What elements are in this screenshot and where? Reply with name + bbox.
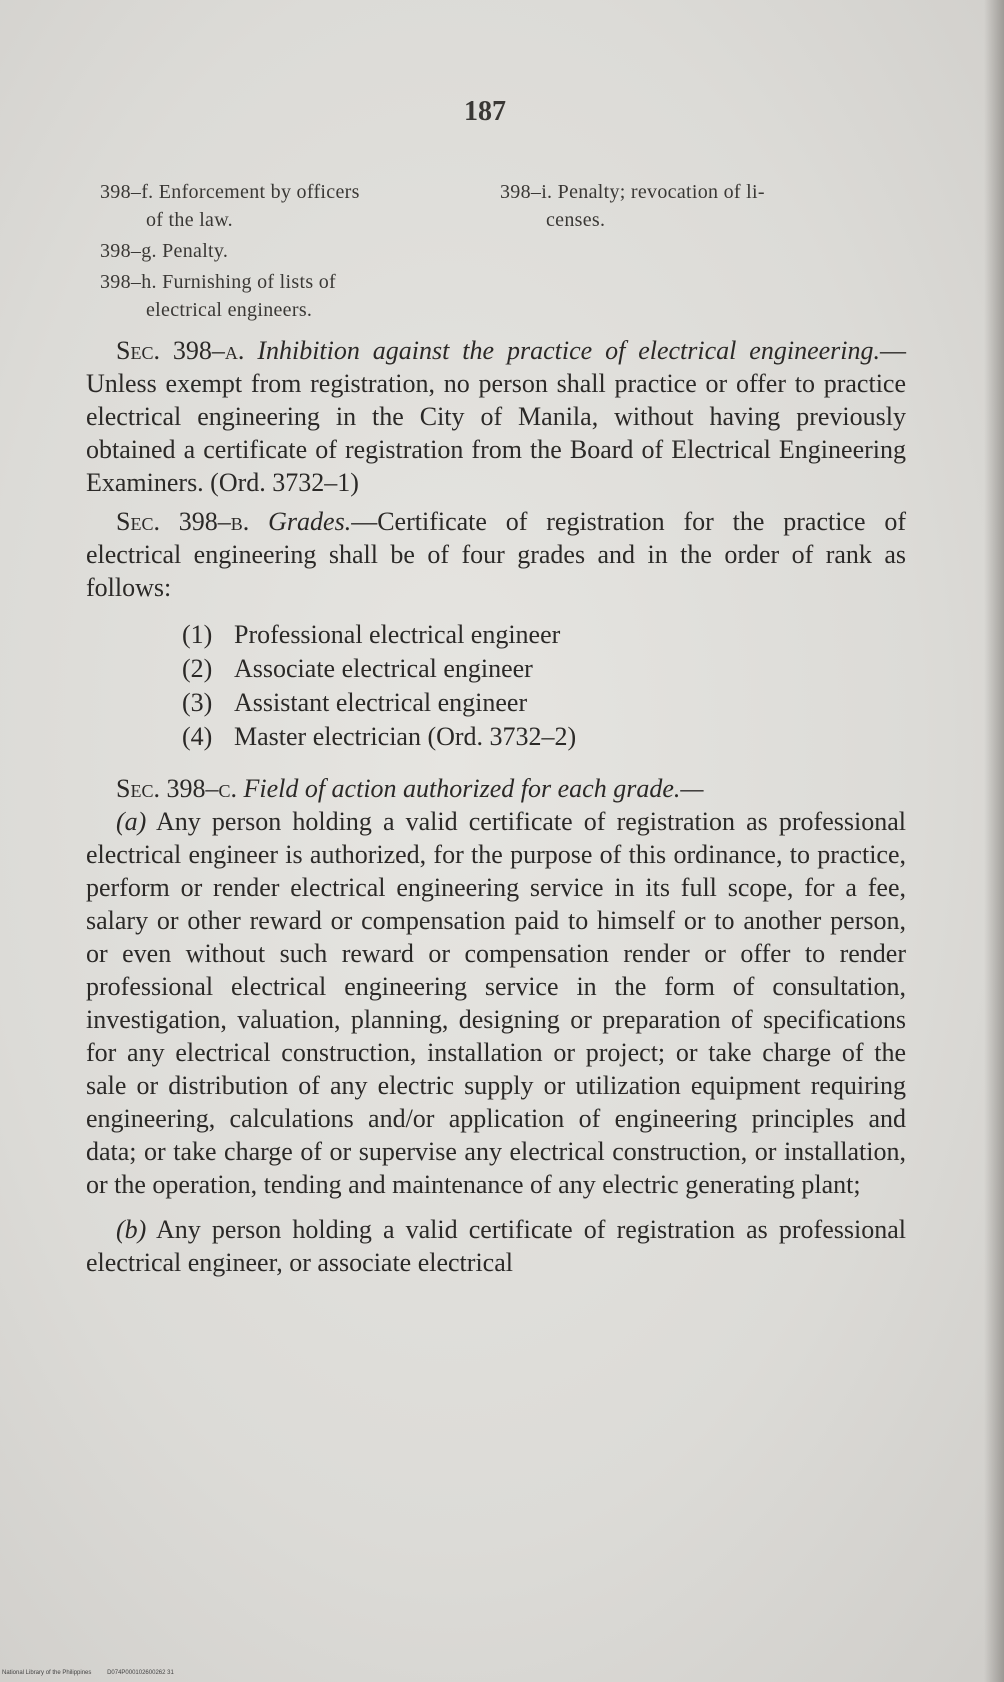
page-number: 187 xyxy=(464,96,506,127)
list-item xyxy=(182,652,906,686)
contents-text-continued: of the law. xyxy=(146,209,233,231)
section-text: —Unless exempt from registration, no person shall practice or offer to practice electrical engineering in the City of Manila, without having previously obtained a certificate of registration from the Board of Electrical Engineering Examiners. (Ord. 3732–1) xyxy=(86,336,906,497)
scan-footer xyxy=(2,1670,188,1676)
list-text: Master electrician (Ord. 3732–2) xyxy=(234,722,577,751)
contents-code: 398–h. xyxy=(100,271,157,293)
contents-column-right xyxy=(500,178,900,237)
contents-column-left xyxy=(100,178,470,327)
contents-entry xyxy=(100,237,470,265)
contents-entry xyxy=(100,268,470,324)
list-item xyxy=(182,686,906,720)
section-label: Sec. 398–c. xyxy=(116,774,237,803)
contents-text: Penalty; revocation of li- xyxy=(557,181,765,203)
section-heading: Grades. xyxy=(268,507,352,536)
contents-text: Furnishing of lists of xyxy=(162,271,336,293)
list-text: Associate electrical engineer xyxy=(234,654,533,683)
list-item xyxy=(182,720,906,754)
section-398b xyxy=(86,505,906,604)
section-398c-paragraph-a xyxy=(86,805,906,1201)
contents-text-continued: electrical engineers. xyxy=(146,299,313,321)
contents-text: Penalty. xyxy=(162,240,229,262)
scan-code: D074P000102600262 31 xyxy=(107,1670,174,1676)
list-text: Professional electrical engineer xyxy=(234,620,561,649)
section-heading: Inhibition against the practice of electrical engineering. xyxy=(257,336,880,365)
section-398a xyxy=(86,334,906,499)
list-number: (2) xyxy=(182,654,213,683)
section-text: —Certificate of registration for the practice of electrical engineering shall be of four grades and in the order of rank as follows: xyxy=(86,507,907,602)
list-number: (4) xyxy=(182,722,213,751)
contents-entry xyxy=(100,178,470,234)
paragraph-marker: (a) xyxy=(116,807,147,836)
contents-code: 398–i. xyxy=(500,181,553,203)
page-edge-shadow xyxy=(984,0,1004,1682)
contents-text-continued: censes. xyxy=(546,209,606,231)
grades-list xyxy=(86,618,906,754)
list-number: (3) xyxy=(182,688,213,717)
paragraph-text: Any person holding a valid certificate of registration as professional electrical engineer, or associate electrical xyxy=(86,1215,906,1277)
contents-entry xyxy=(500,178,900,234)
contents-code: 398–f. xyxy=(100,181,154,203)
library-credit: National Library of the Philippines xyxy=(2,1670,92,1676)
list-number: (1) xyxy=(182,620,213,649)
contents-text: Enforcement by officers xyxy=(158,181,360,203)
section-heading: Field of action authorized for each grade.— xyxy=(243,774,704,803)
list-text: Assistant electrical engineer xyxy=(234,688,528,717)
section-label: Sec. 398–b. xyxy=(116,507,250,536)
paragraph-marker: (b) xyxy=(116,1215,147,1244)
section-398c-paragraph-b xyxy=(86,1213,906,1279)
contents-code: 398–g. xyxy=(100,240,157,262)
section-label: Sec. 398–a. xyxy=(116,336,245,365)
ordinance-body xyxy=(86,334,906,1291)
section-398c-heading xyxy=(86,772,906,805)
paragraph-text: Any person holding a valid certificate of registration as professional electrical engineer is authorized, for the purpose of this ordinance, to practice, perform or render electrical engineering service in its full scope, for a fee, salary or other reward or compensation paid to himself or to another person, or even without such reward or compensation render or offer to render professional electrical engineering service in the form of consultation, investigation, valuation, planning, designing or preparation of specifications for any electrical construction, installation or project; or take charge of the sale or distribution of any electric supply or utilization equipment requiring engineering, calculations and/or application of engineering principles and data; or take charge of or supervise any electrical construction, or installation, or the operation, tending and maintenance of any electric generating plant; xyxy=(86,807,906,1199)
list-item xyxy=(182,618,906,652)
